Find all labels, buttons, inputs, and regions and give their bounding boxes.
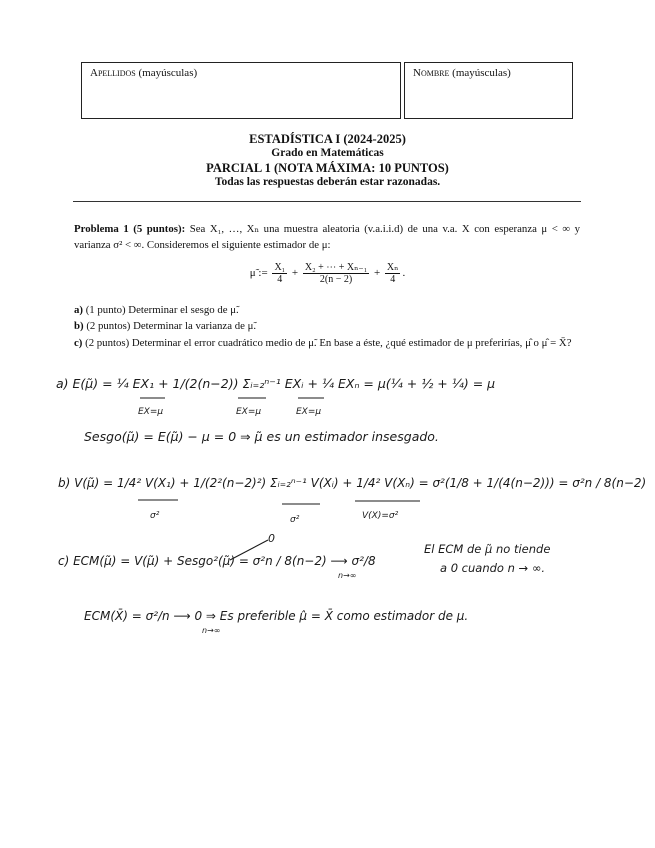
problem-intro: Sea X₁, …, Xₙ una muestra aleatoria (v.a.i.i.d) de una v.a. X con esperanza μ < ∞ y varianza σ² < ∞. Consideremos el siguiente estimador de μ:	[74, 223, 581, 251]
course-title: ESTADÍSTICA I (2024-2025)	[249, 132, 406, 146]
answer-a-under3: EX=μ	[296, 407, 322, 417]
answer-c-note2: a 0 cuando n → ∞.	[440, 561, 546, 575]
surname-label: Apellidos (mayúsculas)	[90, 67, 198, 79]
answer-a-line1: a) E(μ̃) = ¼ EX₁ + 1/(2(n−2)) Σᵢ₌₂ⁿ⁻¹ EXᵢ + ¼ EXₙ = μ(¼ + ½ + ¼) = μ	[56, 376, 496, 391]
part-a: a) (1 punto) Determinar el sesgo de μ̃.	[74, 304, 239, 316]
answer-c-line2: ECM(X̄) = σ²/n ⟶ 0 ⇒ Es preferible μ̂ = X̄ como estimador de μ.	[84, 609, 469, 623]
answer-a-line2: Sesgo(μ̃) = E(μ̃) − μ = 0 ⇒ μ̃ es un estimador insesgado.	[84, 429, 439, 444]
answer-c-limit2: n→∞	[202, 626, 221, 635]
answer-a-under1: EX=μ	[138, 407, 164, 417]
answer-b-line1: b) V(μ̃) = 1/4² V(X₁) + 1/(2²(n−2)²) Σᵢ₌₂ⁿ⁻¹ V(Xᵢ) + 1/4² V(Xₙ) = σ²(1/8 + 1/(4(n−2))) = σ²n / 8(n−2)	[58, 476, 647, 490]
name-label: Nombre (mayúsculas)	[413, 67, 511, 79]
answer-b-under3: V(X)=σ²	[362, 511, 399, 521]
instructions: Todas las respuestas deberán estar razonadas.	[214, 176, 441, 188]
answer-b-under1: σ²	[150, 511, 160, 521]
degree-title: Grado en Matemáticas	[271, 147, 384, 159]
answer-c-limit: n→∞	[338, 571, 357, 580]
problem-heading: Problema 1 (5 puntos):	[74, 223, 186, 235]
answer-c-note1: El ECM de μ̃ no tiende	[424, 542, 551, 556]
exam-title: PARCIAL 1 (NOTA MÁXIMA: 10 PUNTOS)	[206, 161, 449, 175]
estimator-formula: μ̃ := $\frac{\text{X₁}}{4}$ + $\frac{\text{X₂ + ⋯ + Xₙ₋₁}}{2(n - 2)}$ + $\frac{\text{Xₙ}}{4}$ .	[249, 262, 406, 285]
answer-a-under2: EX=μ	[236, 407, 262, 417]
answer-c-zero: 0	[268, 532, 275, 545]
part-c: c) (2 puntos) Determinar el error cuadrático medio de μ̃. En base a éste, ¿qué estimador de μ preferirías, μ̂ o μ̂ = X̄?	[74, 337, 572, 349]
answer-b-under2: σ²	[290, 515, 300, 525]
answer-c-line1: c) ECM(μ̃) = V(μ̃) + Sesgo²(μ̃) = σ²n / 8(n−2) ⟶ σ²/8	[58, 554, 376, 568]
part-b: b) (2 puntos) Determinar la varianza de μ̃.	[74, 320, 257, 332]
